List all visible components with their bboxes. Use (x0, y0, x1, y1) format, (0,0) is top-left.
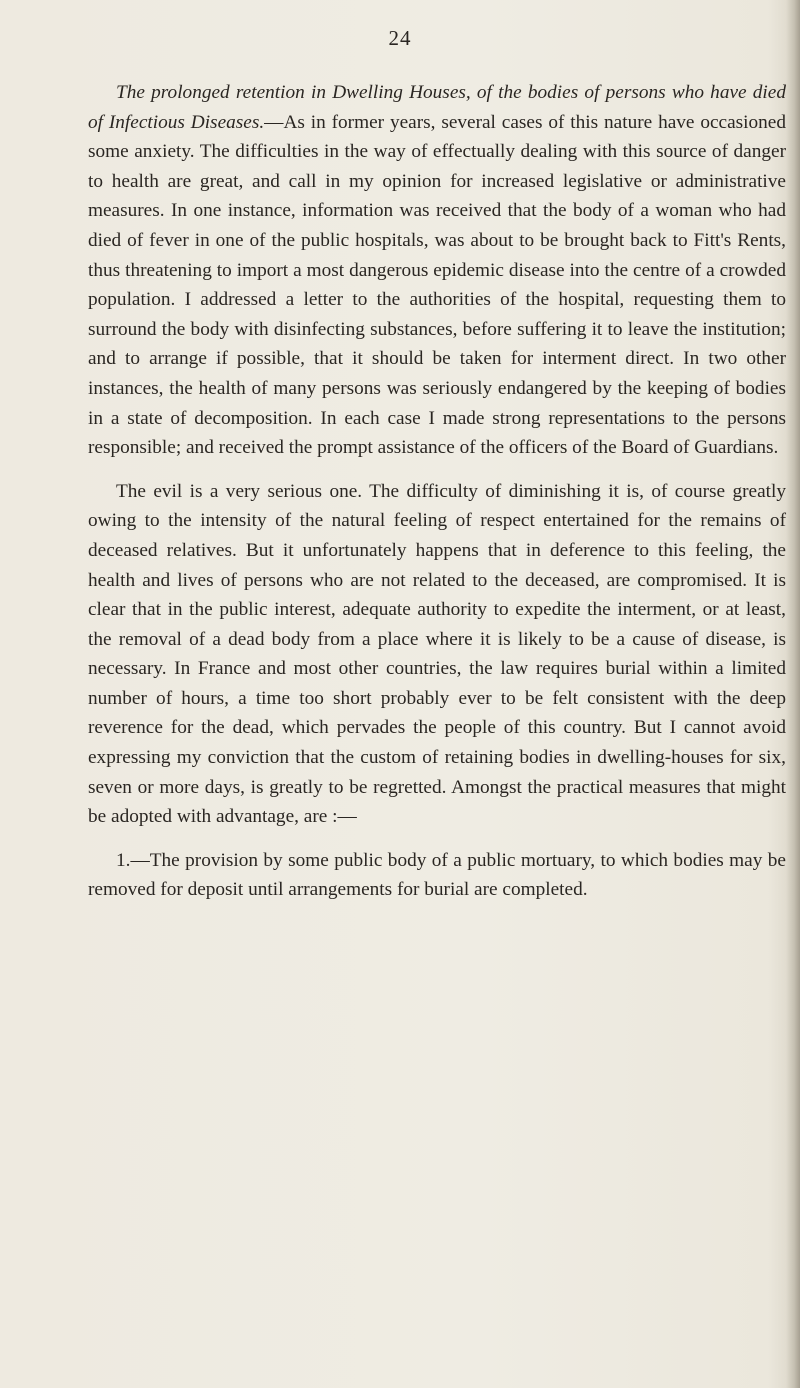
paragraph-text: —As in former years, several cases of this nature have occasioned some anxiety. The difficulties in the way of effectually dealing with this source of danger to health are great, and call in my opinion for increased legislative or administrative measures. In one instance, information was received that the body of a woman who had died of fever in one of the public hospitals, was about to be brought back to Fitt's Rents, thus threatening to import a most dangerous epidemic disease into the centre of a crowded population. I addressed a letter to the authorities of the hospital, requesting them to surround the body with disinfecting substances, before suffering it to leave the institution; and to arrange if possible, that it should be taken for interment direct. In two other instances, the health of many persons was seriously endangered by the keeping of bodies in a state of decomposition. In each case I made strong representations to the persons responsible; and received the prompt assistance of the officers of the Board of Guardians. (88, 111, 786, 459)
paragraph-retention-of-bodies (88, 78, 786, 463)
paragraph-serious-evil (88, 477, 786, 832)
paragraph-text: The evil is a very serious one. The difficulty of diminishing it is, of course greatly owing to the intensity of the natural feeling of respect entertained for the remains of deceased relatives. But it unfortunately happens that in deference to this feeling, the health and lives of persons who are not related to the deceased, are compromised. It is clear that in the public interest, adequate authority to expedite the interment, or at least, the removal of a dead body from a place where it is likely to be a cause of disease, is necessary. In France and most other countries, the law requires burial within a limited number of hours, a time too short probably ever to be felt consistent with the deep reverence for the dead, which pervades the people of this country. But I cannot avoid expressing my conviction that the custom of retaining bodies in dwelling-houses for six, seven or more days, is greatly to be regretted. Amongst the practical measures that might be adopted with advantage, are :— (88, 480, 786, 828)
body-text (88, 78, 786, 919)
paragraph-text: 1.—The provision by some public body of a public mortuary, to which bodies may be removed for deposit until arrangements for burial are completed. (88, 849, 786, 901)
section-heading: The prolonged retention in Dwelling Houses, of the bodies of persons who have died of Infectious Diseases. (88, 82, 786, 133)
page-edge-shadow (786, 0, 800, 1388)
paragraph-public-mortuary (88, 846, 786, 905)
page-number: 24 (388, 26, 412, 50)
